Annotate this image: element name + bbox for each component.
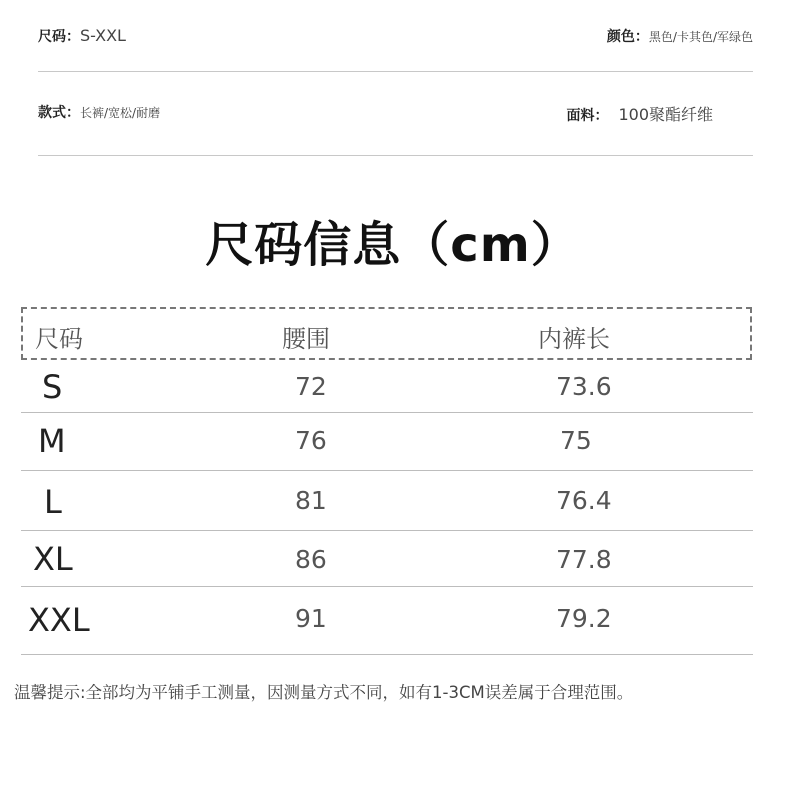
table-header bbox=[21, 307, 752, 360]
row-divider bbox=[21, 530, 753, 531]
page-title: 尺码信息（cm） bbox=[205, 217, 580, 273]
header-waist: 腰围 bbox=[282, 325, 330, 353]
size-cell: L bbox=[44, 483, 62, 521]
color-label: 颜色： bbox=[606, 29, 649, 45]
color-value: 黑色/卡其色/军绿色 bbox=[648, 30, 753, 44]
style-info bbox=[38, 102, 160, 122]
size-range-value: S-XXL bbox=[80, 26, 126, 45]
size-cell: M bbox=[38, 422, 66, 460]
fabric-info bbox=[566, 102, 713, 125]
size-range-info bbox=[38, 26, 126, 46]
header-inseam: 内裤长 bbox=[538, 325, 610, 353]
style-value: 长裤/宽松/耐磨 bbox=[80, 106, 161, 120]
info-row-style-fabric bbox=[38, 102, 753, 142]
waist-cell: 91 bbox=[295, 604, 327, 633]
row-divider bbox=[21, 654, 753, 655]
style-label: 款式： bbox=[38, 105, 80, 121]
waist-cell: 72 bbox=[295, 372, 327, 401]
inseam-cell: 79.2 bbox=[556, 604, 612, 633]
waist-cell: 76 bbox=[295, 426, 327, 455]
fabric-label: 面料： bbox=[566, 108, 609, 124]
row-divider bbox=[21, 412, 753, 413]
inseam-cell: 73.6 bbox=[556, 372, 612, 401]
measurement-note: 温馨提示:全部均为平铺手工测量，因测量方式不同，如有1-3CM误差属于合理范围。 bbox=[14, 683, 634, 702]
color-info bbox=[607, 26, 753, 46]
divider bbox=[38, 71, 753, 72]
row-divider bbox=[21, 586, 753, 587]
info-row-size-color bbox=[38, 26, 753, 66]
fabric-value: 100聚酯纤维 bbox=[618, 105, 713, 124]
inseam-cell: 75 bbox=[560, 426, 592, 455]
divider bbox=[38, 155, 753, 156]
waist-cell: 81 bbox=[295, 486, 327, 515]
size-cell: XL bbox=[33, 540, 73, 578]
size-cell: XXL bbox=[28, 601, 90, 639]
inseam-cell: 77.8 bbox=[556, 545, 612, 574]
row-divider bbox=[21, 470, 753, 471]
waist-cell: 86 bbox=[295, 545, 327, 574]
size-range-label: 尺码： bbox=[38, 29, 80, 45]
inseam-cell: 76.4 bbox=[556, 486, 612, 515]
size-cell: S bbox=[42, 368, 63, 406]
header-size: 尺码 bbox=[35, 325, 83, 353]
